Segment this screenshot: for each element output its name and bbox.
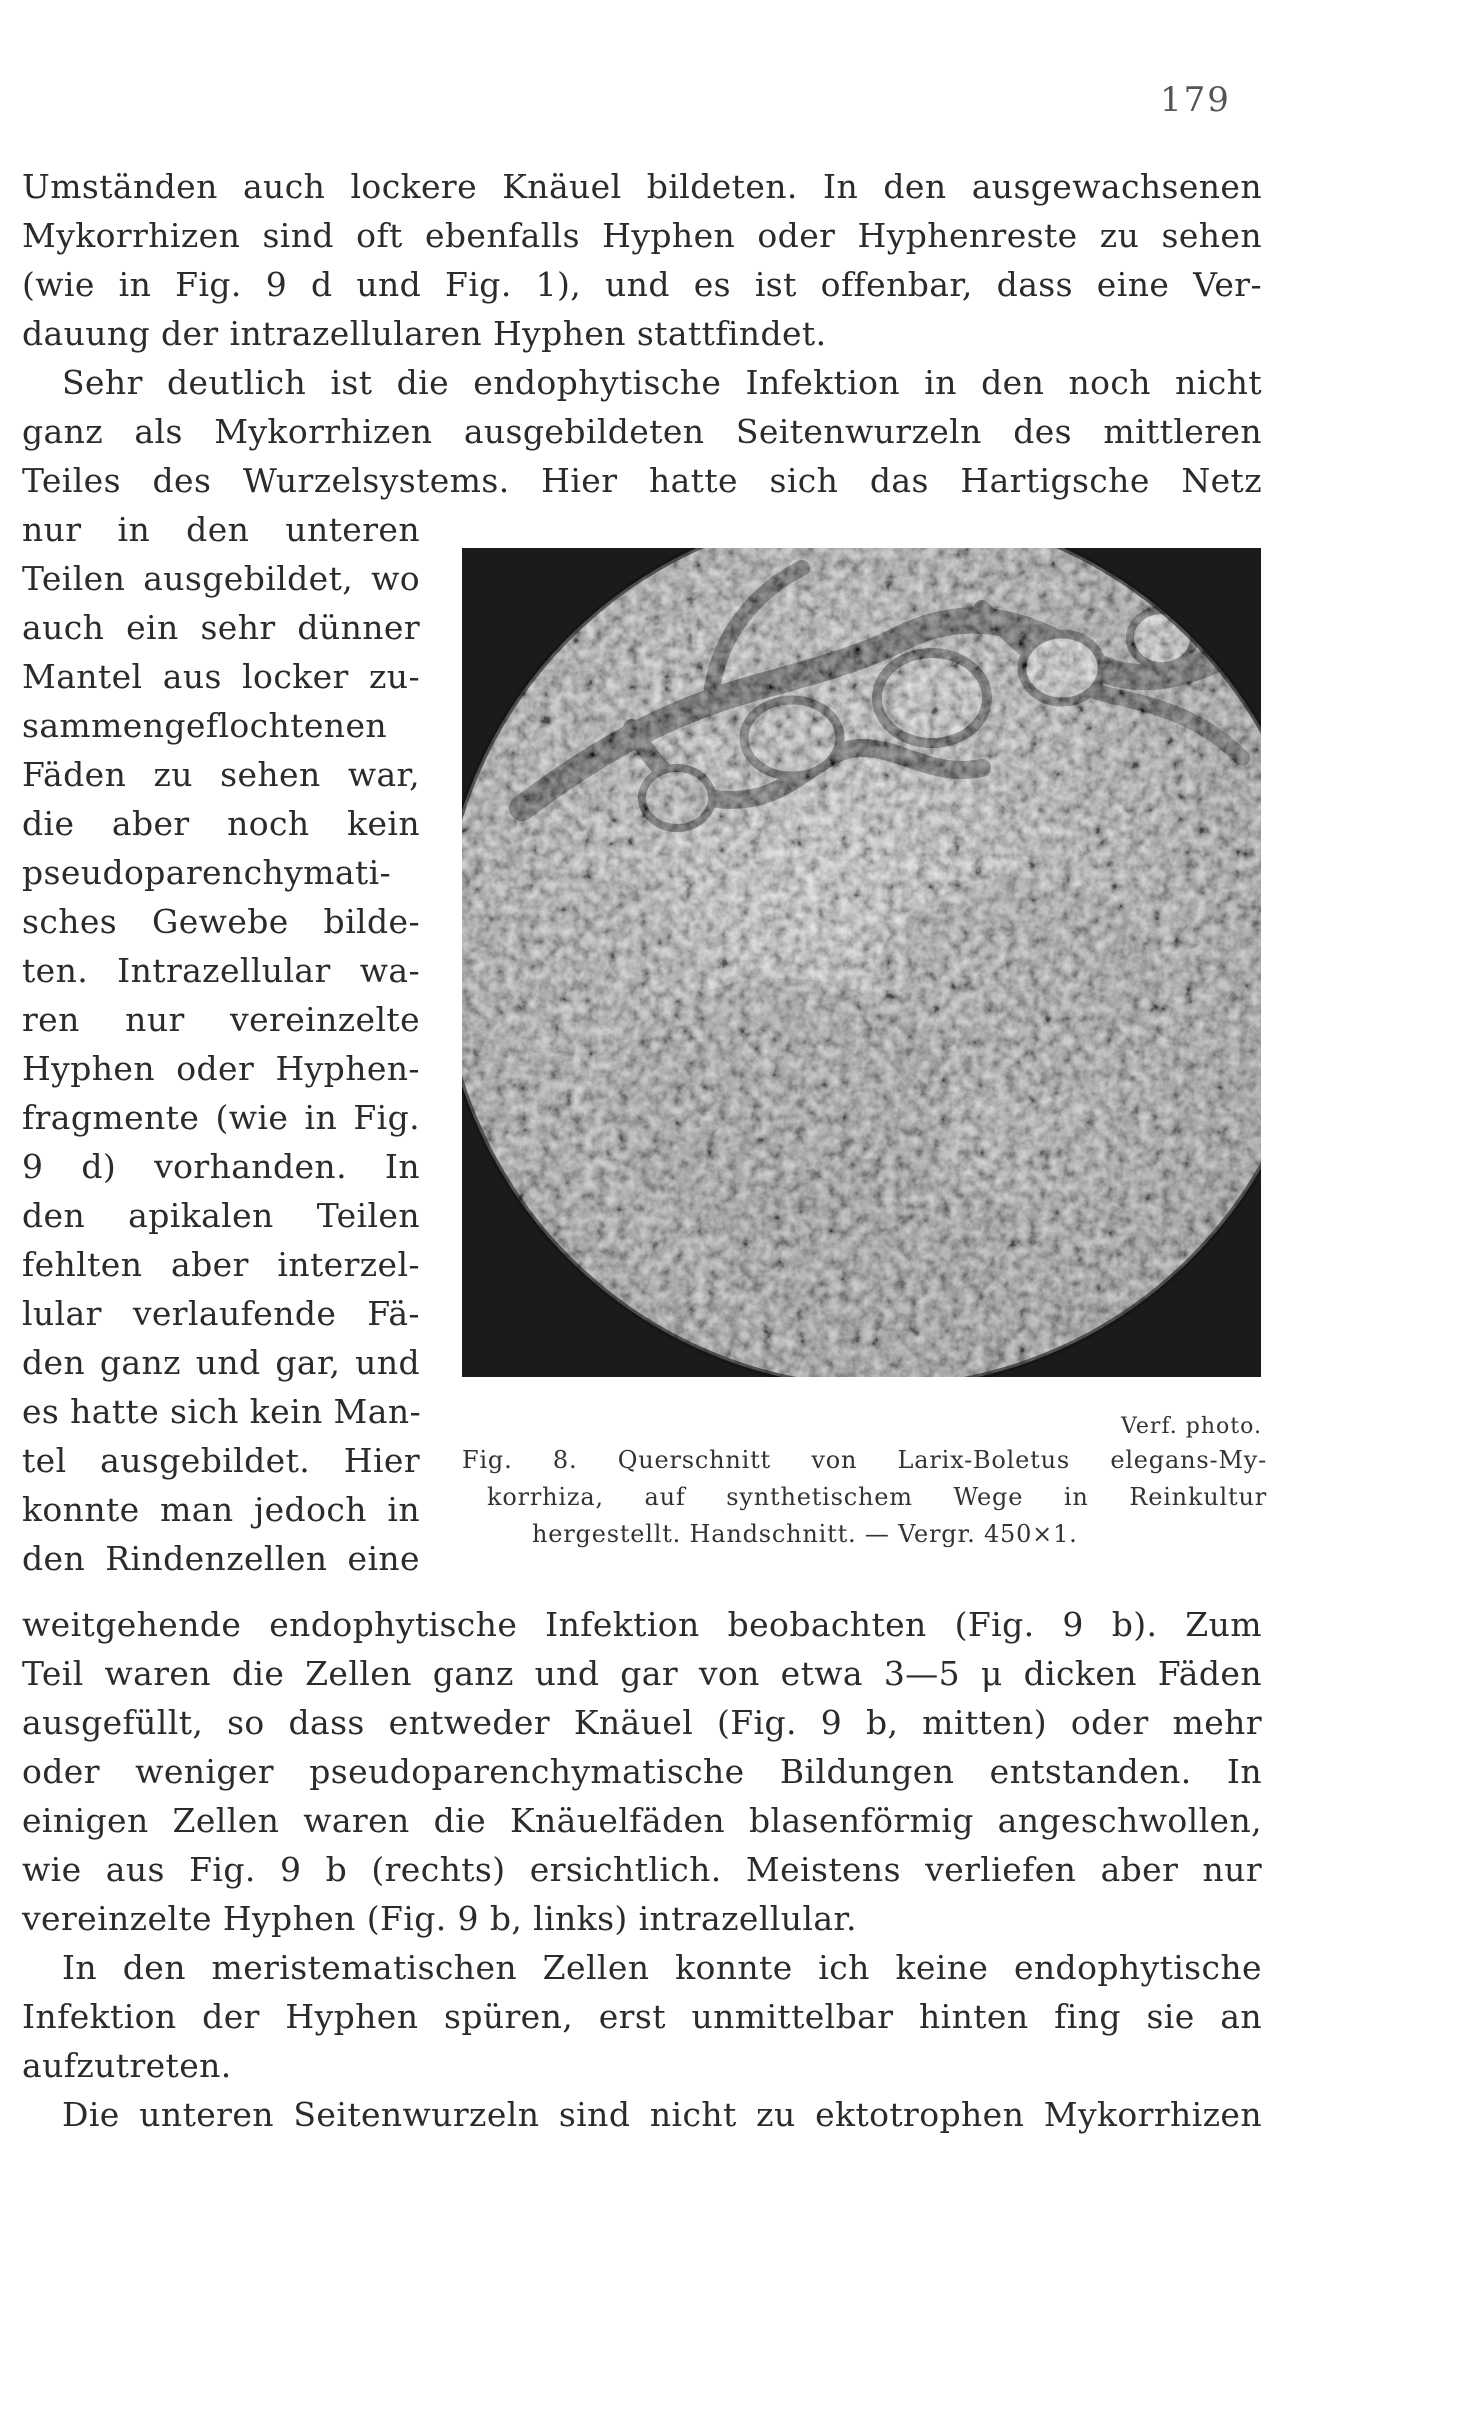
text-line: Teil waren die Zellen ganz und gar von etwa 3—5 μ dicken Fäden [22, 1654, 1262, 1693]
text-line: pseudoparenchymati- [22, 853, 392, 892]
text-line: Die unteren Seitenwurzeln sind nicht zu ektotrophen Mykorrhizen [62, 2095, 1262, 2134]
text-line: auch ein sehr dünner [22, 608, 420, 647]
text-line: konnte man jedoch in [22, 1490, 420, 1529]
text-line: lular verlaufende Fä- [22, 1294, 420, 1333]
text-line: nur in den unteren [22, 510, 420, 549]
micrograph-figure [462, 548, 1261, 1377]
text-line: (wie in Fig. 9 d und Fig. 1), und es ist offenbar, dass eine Ver- [22, 265, 1262, 304]
text-line: ren nur vereinzelte [22, 1000, 420, 1039]
text-line: Umständen auch lockere Knäuel bildeten. In den ausgewachsenen [22, 167, 1262, 206]
text-line: weitgehende endophytische Infektion beobachten (Fig. 9 b). Zum [22, 1605, 1262, 1644]
text-line: den ganz und gar, und [22, 1343, 420, 1382]
text-line: vereinzelte Hyphen (Fig. 9 b, links) intrazellular. [22, 1899, 857, 1938]
text-line: Hyphen oder Hyphen- [22, 1049, 420, 1088]
text-line: die aber noch kein [22, 804, 420, 843]
text-line: ten. Intrazellular wa- [22, 951, 420, 990]
photo-credit: Verf. photo. [1121, 1414, 1262, 1439]
text-line: fragmente (wie in Fig. [22, 1098, 420, 1137]
text-line: 9 d) vorhanden. In [22, 1147, 420, 1186]
text-line: oder weniger pseudoparenchymatische Bildungen entstanden. In [22, 1752, 1262, 1791]
text-line: Mykorrhizen sind oft ebenfalls Hyphen oder Hyphenreste zu sehen [22, 216, 1262, 255]
micrograph-image [462, 548, 1261, 1377]
caption-line: Fig. 8. Querschnitt von Larix-Boletus elegans-My- [462, 1446, 1267, 1474]
text-line: ausgefüllt, so dass entweder Knäuel (Fig. 9 b, mitten) oder mehr [22, 1703, 1262, 1742]
text-line: In den meristematischen Zellen konnte ich keine endophytische [62, 1948, 1262, 1987]
text-line: einigen Zellen waren die Knäuelfäden blasenförmig angeschwollen, [22, 1801, 1262, 1840]
text-line: sches Gewebe bilde- [22, 902, 420, 941]
caption-line: korrhiza, auf synthetischem Wege in Reinkultur [487, 1483, 1267, 1511]
text-line: Teiles des Wurzelsystems. Hier hatte sich das Hartigsche Netz [22, 461, 1262, 500]
text-line: wie aus Fig. 9 b (rechts) ersichtlich. Meistens verliefen aber nur [22, 1850, 1262, 1889]
page-number: 179 [1160, 80, 1231, 120]
text-line: den Rindenzellen eine [22, 1539, 420, 1578]
text-line: Sehr deutlich ist die endophytische Infektion in den noch nicht [62, 363, 1262, 402]
caption-line: hergestellt. Handschnitt. — Vergr. 450×1. [532, 1520, 1078, 1548]
text-line: Infektion der Hyphen spüren, erst unmittelbar hinten fing sie an [22, 1997, 1262, 2036]
text-line: den apikalen Teilen [22, 1196, 420, 1235]
text-line: Fäden zu sehen war, [22, 755, 420, 794]
text-line: tel ausgebildet. Hier [22, 1441, 420, 1480]
text-line: sammengeflochtenen [22, 706, 388, 745]
text-line: aufzutreten. [22, 2046, 232, 2085]
figure-caption [462, 1442, 1267, 1553]
text-line: dauung der intrazellularen Hyphen stattfindet. [22, 314, 827, 353]
text-line: ganz als Mykorrhizen ausgebildeten Seitenwurzeln des mittleren [22, 412, 1262, 451]
text-line: Mantel aus locker zu- [22, 657, 420, 696]
text-line: es hatte sich kein Man- [22, 1392, 422, 1431]
text-line: fehlten aber interzel- [22, 1245, 420, 1284]
text-line: Teilen ausgebildet, wo [22, 559, 420, 598]
